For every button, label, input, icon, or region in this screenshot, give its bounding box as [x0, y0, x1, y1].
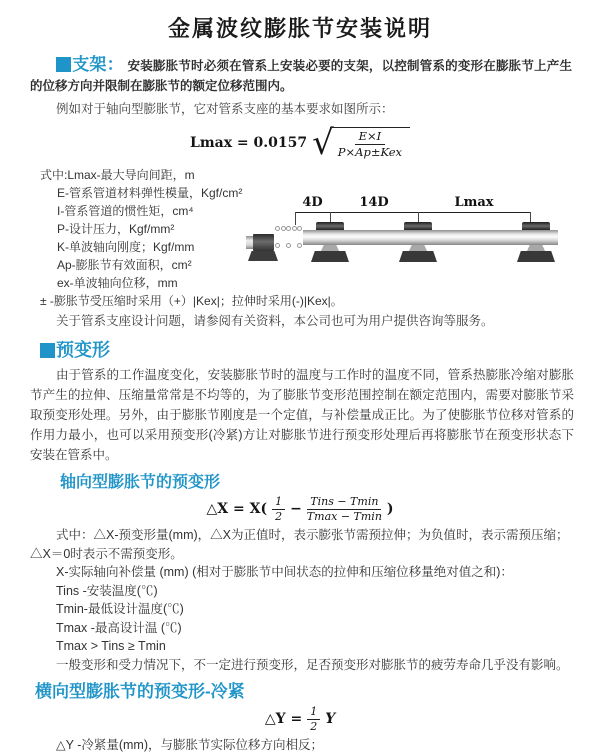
support-saddle: [409, 245, 427, 251]
fraction-one-half: [307, 706, 320, 733]
pipe-support: [516, 194, 556, 266]
axial-note: Tins -安装温度(℃): [56, 583, 158, 598]
dimension-label-4d: 4D: [302, 195, 323, 210]
support-clamp: [522, 222, 550, 230]
support-clamp: [316, 222, 344, 230]
minus-sign: −: [290, 501, 302, 517]
bellows-coil-icon: [292, 226, 297, 231]
support-intro-text: 安装膨胀节时必须在管系上安装必要的支架，以控制管系的变形在膨胀节上产生的位移方向并限制在膨胀节的额定位移范围内。: [30, 59, 572, 93]
fraction-denominator: 2: [275, 509, 283, 523]
definition-line: P-设计压力，Kgf/mm²: [57, 222, 175, 236]
support-intro-paragraph: [30, 55, 572, 96]
dimension-label-lmax: Lmax: [454, 195, 494, 210]
page-title: 金属波纹膨胀节安装说明: [167, 16, 432, 41]
formula-rhs: ): [386, 501, 394, 517]
axial-note: 一般变形和受力情况下，不一定进行预变形，足否预变形对膨胀节的疲劳寿命几乎没有影响。: [56, 657, 569, 672]
section-bullet-icon: [56, 57, 71, 72]
fraction-numerator: Tins − Tmin: [307, 496, 381, 510]
fraction-numerator: 1: [307, 706, 320, 720]
sqrt-expression: [312, 123, 410, 163]
bellows-coil-icon: [275, 243, 280, 248]
lmax-formula: [0, 124, 600, 162]
formula-rhs: Y: [325, 711, 336, 727]
bellows-coil-icon: [297, 243, 302, 248]
temperature-fraction: [307, 496, 382, 523]
fraction-denominator: 2: [310, 719, 318, 733]
pipe-support: [310, 194, 350, 266]
lmax-formula-lhs: Lmax = 0.0157: [189, 135, 308, 151]
bellows-coil-icon: [286, 226, 291, 231]
anchor-block: [253, 234, 274, 251]
sqrt-fraction: [330, 127, 410, 159]
section-bullet-icon: [40, 343, 55, 358]
definition-line: E-管系管道材料弹性模量，Kgf/cm²: [57, 186, 243, 200]
definition-line: K-单波轴向刚度；Kgf/mm: [57, 240, 195, 254]
support-base: [517, 251, 555, 262]
support-base: [399, 251, 437, 262]
pipe-support-diagram: [246, 194, 564, 266]
bellows-coil-icon: [281, 226, 286, 231]
axial-preform-formula: [0, 494, 600, 524]
dimension-label-14d: 14D: [359, 195, 389, 210]
consulting-note: 关于管系支座设计问题，请参阅有关资料，本公司也可为用户提供咨询等服务。: [56, 314, 494, 328]
preform-section-heading: [40, 336, 570, 362]
definition-line: 式中:Lmax-最大导向间距，m: [40, 168, 195, 182]
fraction-numerator: 1: [272, 496, 285, 510]
lateral-preform-formula: [0, 704, 600, 734]
axial-note: 式中：△X-预变形量(mm)，△X为正值时，表示膨张节需预拉伸；为负值时，表示需预压缩；△X＝0时表示不需预变形。: [30, 528, 569, 561]
support-example-line: 例如对于轴向型膨胀节，它对管系支座的基本要求如图所示：: [56, 102, 394, 116]
pipe-support: [398, 194, 438, 266]
lateral-preform-heading: 横向型膨胀节的预变形-冷紧: [35, 682, 245, 701]
support-base: [311, 251, 349, 262]
support-section-heading: 支架：: [72, 55, 124, 74]
axial-note: Tmin-最低设计温度(℃): [56, 602, 184, 616]
fraction-one-half: [272, 496, 285, 523]
definition-line: ex-单波轴向位移，mm: [57, 276, 178, 290]
formula-lhs: △Y =: [264, 711, 303, 727]
support-saddle: [527, 245, 545, 251]
bellows-coil-icon: [275, 226, 280, 231]
definition-line: I-管系管道的惯性矩，cm⁴: [57, 204, 194, 218]
fraction-denominator: Tmax − Tmin: [306, 509, 382, 523]
bellows-coil-icon: [286, 243, 291, 248]
radical-sign-icon: √: [312, 123, 334, 163]
formula-lhs: △X = X(: [206, 501, 268, 517]
support-clamp: [404, 222, 432, 230]
sqrt-denominator: P×Ap±Kex: [337, 145, 403, 159]
support-saddle: [321, 245, 339, 251]
axial-note: X-实际轴向补偿量 (mm) (相对于膨胀节中间状态的拉伸和压缩位移量绝对值之和)：: [56, 565, 513, 579]
lateral-note: △Y -冷紧量(mm)，与膨胀节实际位移方向相反；: [56, 738, 324, 752]
anchor-base: [248, 251, 278, 261]
bellows-coil-icon: [297, 226, 302, 231]
axial-note: Tmax -最高设计温 (℃): [56, 620, 182, 635]
axial-preform-heading: 轴向型膨胀节的预变形: [60, 474, 221, 491]
bellows-expansion-joint: [274, 225, 303, 249]
plus-minus-note: ± -膨胀节受压缩时采用（+）|Kex|；拉伸时采用(-)|Kex|。: [40, 294, 343, 308]
preform-heading-text: 预变形: [56, 340, 110, 360]
axial-note: Tmax > Tins ≥ Tmin: [56, 639, 166, 653]
definition-line: Ap-膨胀节有效面积，cm²: [57, 258, 192, 272]
sqrt-numerator: E×I: [355, 130, 386, 145]
preform-paragraph: 由于管系的工作温度变化，安装膨胀节时的温度与工作时的温度不同，管系热膨胀冷缩对膨胀节产生的拉伸、压缩量常常是不均等的，为了膨胀节变形范围控制在额定范围内，需要对膨胀节采取预变形处理。另外，由于膨胀节刚度是一个定值，与补偿量成正比。为了使膨胀节位移对管系的作用力最小，也可以采用预变形(冷紧)方让对膨胀节进行预变形处理后再将膨胀节在预变形状态下安装在管系中。: [30, 368, 574, 462]
